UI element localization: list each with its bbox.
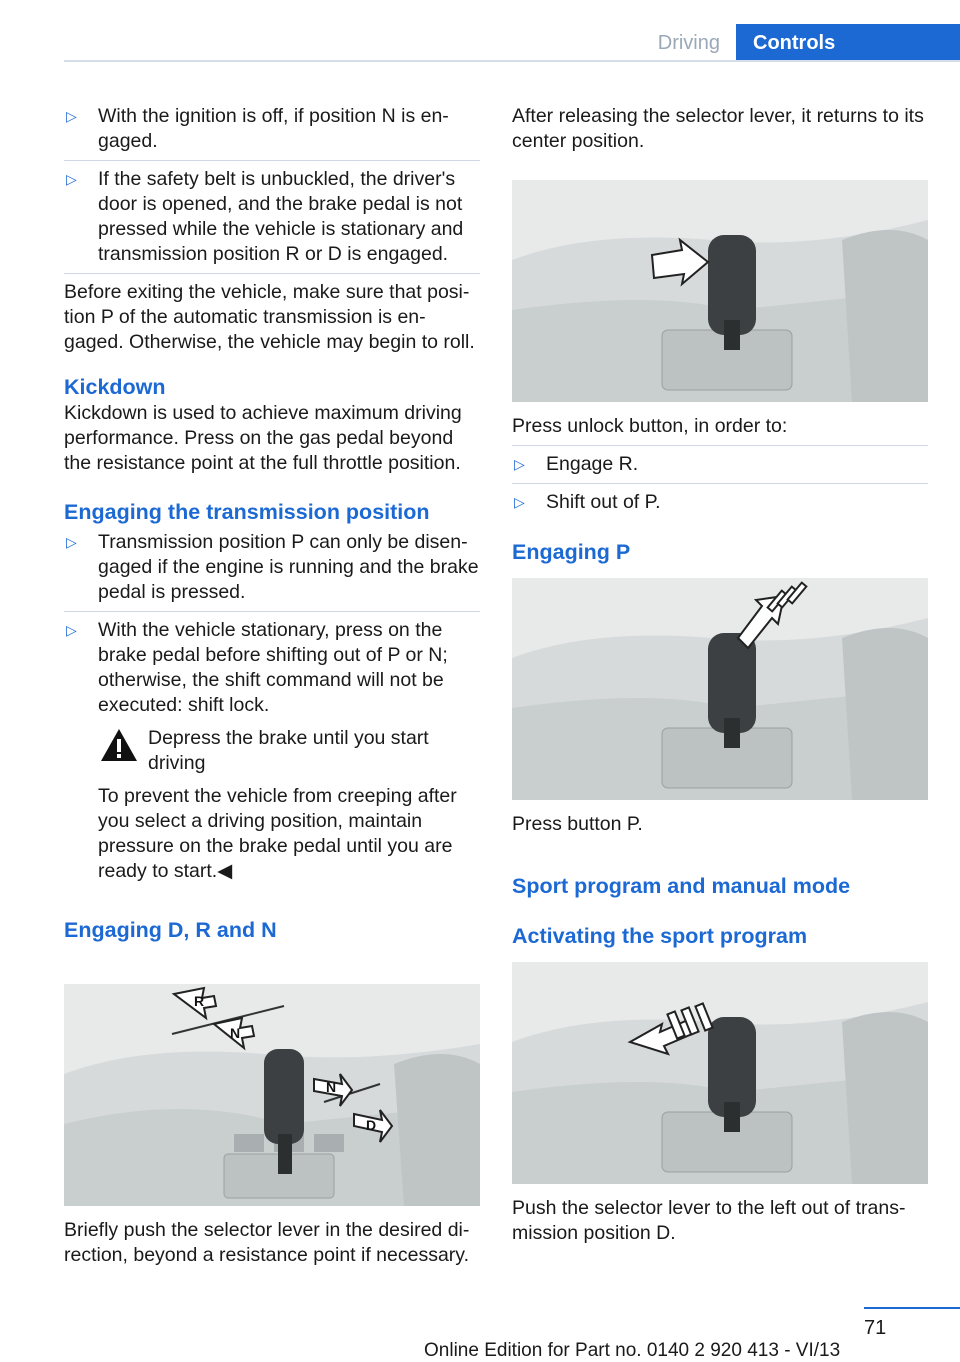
header-chapter-tab: Controls — [736, 24, 960, 62]
sport-program-illustration — [512, 962, 928, 1184]
unlock-button-illustration — [512, 180, 928, 402]
bullet-text: With the ignition is off, if position N is en‐ gaged. — [98, 105, 449, 152]
footer-rule — [864, 1307, 960, 1309]
figure-unlock-button — [512, 180, 928, 402]
caption-sport-program: Push the selector lever to the left out of trans‐ mission position D. — [512, 1197, 906, 1244]
warning-triangle-icon — [100, 728, 138, 762]
warning-box — [64, 726, 480, 776]
caption-drn: Briefly push the selector lever in the desired di‐ rection, beyond a resistance point if necessary. — [64, 1219, 470, 1266]
bullet-triangle-icon: ▷ — [66, 171, 77, 187]
figure-selector-lever-drn — [64, 984, 480, 1206]
bullet-divider — [512, 445, 928, 446]
header-section-label: Driving — [657, 32, 720, 54]
caption-press-p: Press button P. — [512, 813, 643, 835]
para-unlock-intro: Press unlock button, in order to: — [512, 415, 788, 437]
bullet-triangle-icon: ▷ — [514, 456, 525, 472]
para-kickdown: Kickdown is used to achieve maximum driving performance. Press on the gas pedal beyond the resistance point at the full throttle position. — [64, 402, 462, 474]
warning-title: Depress the brake until you start driving — [148, 727, 429, 774]
fig-label-d: D — [366, 1117, 377, 1133]
bullet-engage-r — [512, 452, 928, 477]
bullet-text: Shift out of P. — [546, 491, 661, 513]
bullet-triangle-icon: ▷ — [514, 494, 525, 510]
bullet-text: Transmission position P can only be disen‐ gaged if the engine is running and the brake pedal is pressed. — [98, 531, 479, 603]
heading-engaging-position: Engaging the transmission position — [64, 500, 430, 524]
button-p-illustration — [512, 578, 928, 800]
bullet-triangle-icon: ▷ — [66, 622, 77, 638]
bullet-shift-lock — [64, 618, 480, 718]
bullet-triangle-icon: ▷ — [66, 108, 77, 124]
bullet-shift-out-p — [512, 490, 928, 515]
bullet-divider — [64, 611, 480, 612]
fig-label-n-1: N — [230, 1025, 241, 1041]
heading-engaging-p: Engaging P — [512, 540, 631, 564]
heading-sport-manual: Sport program and manual mode — [512, 874, 851, 898]
figure-sport-program — [512, 962, 928, 1184]
bullet-text: Engage R. — [546, 453, 639, 475]
bullet-divider — [64, 160, 480, 161]
fig-label-r: R — [194, 993, 205, 1009]
heading-engaging-drn: Engaging D, R and N — [64, 918, 277, 942]
bullet-text: With the vehicle stationary, press on the brake pedal before shifting out of P or N; otherwise, the shift command will not be executed: shift lock. — [98, 619, 448, 716]
selector-lever-drn-illustration — [64, 984, 480, 1206]
header-rule — [64, 60, 960, 62]
heading-activating-sport: Activating the sport program — [512, 924, 808, 948]
heading-kickdown: Kickdown — [64, 375, 166, 399]
bullet-disengage-p — [64, 530, 480, 605]
para-release-lever: After releasing the selector lever, it returns to its center position. — [512, 105, 924, 152]
fig-label-n-2: N — [326, 1079, 337, 1095]
left-column — [64, 104, 480, 944]
bullet-divider — [64, 273, 480, 274]
bullet-divider — [512, 483, 928, 484]
bullet-text: If the safety belt is unbuckled, the driver's door is opened, and the brake pedal is not pressed while the vehicle is stationary and transmission position R or D is engaged. — [98, 168, 464, 265]
footer-edition: Online Edition for Part no. 0140 2 920 413 - VI/13 — [424, 1340, 841, 1361]
warning-text: To prevent the vehicle from creeping after you select a driving position, maintain pressure on the brake pedal until you are ready to start.◀ — [98, 785, 457, 882]
bullet-safety-belt — [64, 167, 480, 267]
bullet-ignition — [64, 104, 480, 154]
bullet-triangle-icon: ▷ — [66, 534, 77, 550]
page-number: 71 — [864, 1317, 887, 1339]
unlock-section — [512, 414, 928, 515]
figure-button-p — [512, 578, 928, 800]
para-before-exiting: Before exiting the vehicle, make sure that posi‐ tion P of the automatic transmission is en‐ gaged. Otherwise, the vehicle may begin to roll. — [64, 281, 475, 353]
